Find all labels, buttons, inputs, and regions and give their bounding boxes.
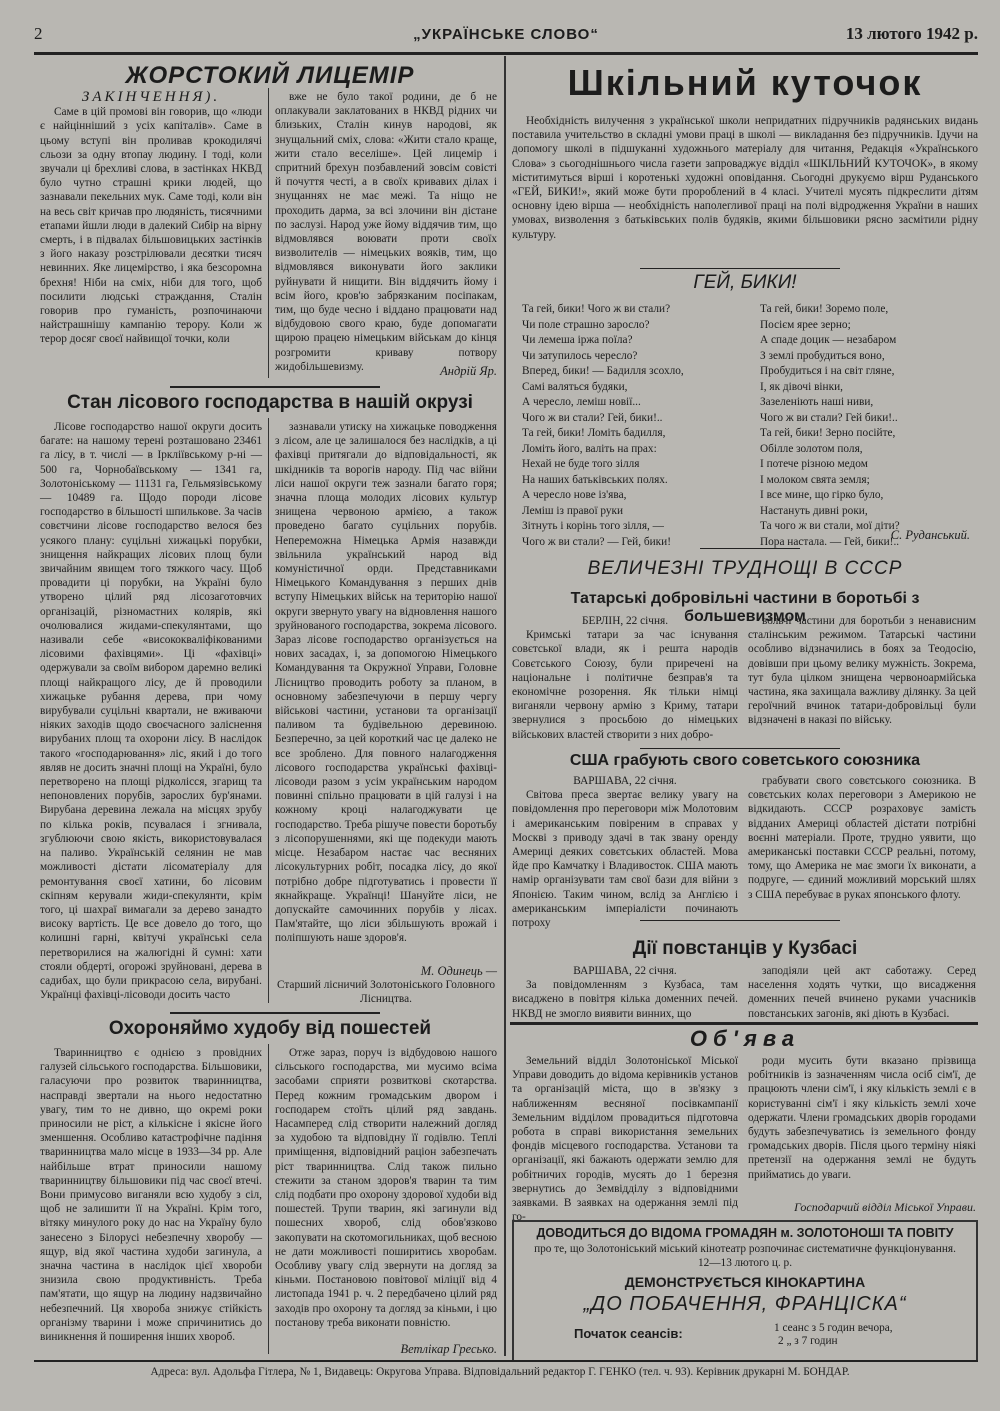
article-text: Тваринництво є однією з провідних галузей сільського господарства. Більшовики, галасуючи про розвиток тваринництва, насправді звертали на нього недостатню увагу, тим то не дивно, що окремі роки приносили не ріст, а кількісне і якісне його зменшення. Особливо катастрофічне падіння тваринництва мало місце в 1933—34 рр. Але найбільше втрат приносили нашому тваринництву більшовики під час своєї втечі. Вони примусово виганяли всю худобу з сіл, щоб не залишити її на Україні. Крім того, вітяку минулого року до нас на Україну було занесено з Білорусі небезпечну хворобу — ящур, від якої частина худоби загинула, а значна частина в наслідок цієї хвороби знизила свою продуктивність. Треба пам'ятати, що ящур на людину надзвичайно небезпечний. Ця хвороба знижує стійкість організму тварини і може спричинитись до виникнення й поширення інших хвороб. (40, 1047, 262, 1344)
news-text: За повідомленням з Кузбаса, там висаджено в повітря кілька доменних печей. НКВД не змогло виявити винних, що (512, 979, 738, 1020)
news-text: Світова преса звертає велику увагу на повідомлення про переговори між Молотовим і американським повіреним в справах у Москві з приводу здачі в так звану оренду Америці деяких совєтських областей. Мова йде про Камчатку і Владивосток. США мають намір організувати там свої бази для війни з Японією. Таким чином, вслід за Англією і американським імперіалісти починають потроху (512, 789, 738, 930)
news-title: США грабують свого советського союзника (569, 752, 921, 769)
announcement-text: роди мусить бути вказано прізвища робітників із зазначенням числа осіб сім'ї, де працюють члени сім'ї, і яку кількість землі є в користуванні сім'ї і яку кількість землі хоче одержати. Члени громадських дворів городами будуть забезпечуватись із земельного фонду громадських дворів. Після цього терміну ніякі претензії на одержання землі не будуть прийматись до уваги. (748, 1055, 976, 1181)
sessions-label: Початок сеансів: (574, 1326, 683, 1341)
section-rule (700, 548, 800, 549)
article-title: ЖОРСТОКИЙ ЛИЦЕМІР (125, 62, 415, 89)
session-2: 2 „ з 7 годин (778, 1335, 838, 1347)
cinema-text: про те, що Золотоніський міський кінотеатр розпочинає систематичне функціонування. 12—13 лютого ц. р. (534, 1243, 956, 1269)
dateline: ВАРШАВА, 22 січня. (573, 775, 677, 787)
sessions-list (774, 1322, 893, 1348)
section-rule (510, 1022, 978, 1025)
news-column (748, 964, 976, 1020)
section-rule (640, 748, 840, 749)
article-forestry (40, 392, 500, 414)
article-subtitle: ЗАКІНЧЕННЯ). (81, 89, 221, 105)
news-column (512, 614, 738, 744)
poem-title: ГЕЙ, БИКИ! (693, 272, 797, 293)
news-banner: ВЕЛИЧЕЗНІ ТРУДНОЩІ В СССР (587, 558, 903, 579)
announcement-title: Об'ява (689, 1026, 801, 1051)
news-text: Кримські татари за час існування совєтської влади, як і решта народів Совєтського Союзу, були приречені на національне і політичне безправ'я та економічне розорення. Як тільки німці виганяли червону армію з Криму, татари звернулися з просьбою до німецьких військових властей створити з них добро- (512, 629, 738, 741)
article-text: зазнавали утиску на хижацьке поводження з лісом, але це залишалося без наслідків, а ці фахівці притягали до відповідальності, як шкідників та ворогів народу. Під час війни ліси нашої округи теж зазнали багато горя; значна площа молодих лісових культур знищена червоною армією, а також проведено багато суцільних порубів. Непереможна Німецька Армія назавжди звільнила український народ від комуністичної орди. Представниками Німецького Командування з перших днів вступу Німецьких військ на територію нашої округи звернуто увагу на відновлення нашого зруйнованого господарства, зокрема лісового. Зараз лісове господарство організується на нових засадах, і, за допомогою Німецького Командування та Окружної Управи, Головне Лісництво проводить роботу за планом, в основному забезпечуючи в першу чергу військові частини, установи та організації паливом та будівельною деревиною. Безперечно, за цей короткий час це далеко не все зроблено. Для повного налагодження лісового господарства українські фахівці-лісоводи разом з усім українським народом повинні спільно працювати в цій галузі і на кожному кроці налагоджувати це господарство. Треба рішуче повести боротьбу з лісопорушеннями, які ще подекуди мають місце. Незабаром настає час весняних лісокультурних робіт, посадка лісу, до якої потрібно добре підготуватись і провести її якнайкраще. Українці! Шануйте ліси, не допускайте самочинних порубів у лісах. Пам'ятайте, що ліси збільшують врожай і поліпшують наше здоров'я. (275, 421, 497, 945)
article-column (275, 420, 497, 960)
poem-left: Та гей, бики! Чого ж ви стали? Чи поле страшно заросло? Чи лемеша іржа поїла? Чи затупилось чересло? Вперед, бики! — Бадилля зсохло, Самі валяться будяки, А чересло, леміш новії... Чого ж ви стали? Гей, бики!.. Та гей, бики! Ломіть бадилля, Ломіть його, валіть на прах: Нехай не буде того зілля На наших батьківських полях. А чересло нове із'ява, Леміш із правої руки Зітнуть і корінь того зілля, — Чого ж ви стали? — Гей, бики! (522, 303, 684, 548)
article-cruel-hypocrite (40, 62, 500, 90)
school-intro (512, 114, 978, 266)
announcement-column (748, 1054, 976, 1194)
poem-right: Та гей, бики! Зоремо поле, Посієм ярее зерно; А спаде доцик — незабаром З землі пробудиться воно, Пробудиться і на світ гляне, І, як дівочі вінки, Зазеленіють наші ниви, Чого ж ви стали? Гей бики!.. Та гей, бики! Зерно посійте, Обілле золотом поля, І потече різною медом І молоком свята земля; І все мине, що гірко було, Настануть дивні роки, Та чого ж ви стали, мої діти? Пора настала. — Гей, бики!.. (760, 303, 900, 548)
cinema-subheading: ДЕМОНСТРУЄТЬСЯ КІНОКАРТИНА (624, 1274, 866, 1290)
news-column (748, 614, 976, 744)
cinema-heading: ДОВОДИТЬСЯ ДО ВІДОМА ГРОМАДЯН м. ЗОЛОТОНОШІ ТА ПОВІТУ (536, 1226, 954, 1240)
news-column (512, 964, 738, 1020)
dateline: БЕРЛІН, 22 січня. (581, 615, 669, 627)
page-number: 2 (34, 24, 43, 43)
column-divider (268, 88, 269, 378)
announcement-text: Земельний відділ Золотоніської Міської Управи доводить до відома керівників установ та організацій міста, що в зв'язку з наближенням весняної посівкампанії Земельним відділом провадиться підготовча робота в справі використання земельних фондів місцевого господарства. Установи та організації, які бажають одержати землю для робітничих городів, мусять до 1 березня звернутись до Земвідділу з відповідними заявками. В заявках на одержання землі під го- (512, 1055, 738, 1224)
section-title: Шкільний куточок (567, 62, 923, 103)
news-title: Татарські добровільні частини в боротьбі з большевизмом (570, 590, 920, 625)
news-text: заподіяли цей акт саботажу. Серед населення ходять чутки, що висадження доменних печей вчинено руками учасників повстанських загонів, які діють в Кузбасі. (748, 965, 976, 1020)
section-rule (170, 386, 380, 388)
article-signature: М. Одинець — (420, 964, 497, 978)
announcement-signature: Господарчий відділ Міської Управи. (794, 1200, 976, 1214)
announcement (510, 1026, 980, 1052)
poem-signature: С. Руданський. (890, 528, 970, 542)
footer-rule (34, 1360, 978, 1362)
section-rule (640, 268, 840, 269)
article-title: Стан лісового господарства в нашій окрузі (67, 392, 473, 413)
dateline: ВАРШАВА, 22 січня. (573, 965, 677, 977)
news-item-usa (510, 752, 980, 770)
news-text: грабувати свого совєтського союзника. В совєтських колах переговори з Америкою не відкидають. СССР розраховує замість відданих Америці областей дістати потрібні воєнні матеріали. Проте, трудно уявити, що американські поставки СССР реальні, потому, тому, що Америка не має змоги їх виконати, а подруге, — єдиний можливий морський шлях з США перебуває в руках японського флоту. (748, 775, 976, 901)
article-title: Охороняймо худобу від пошестей (108, 1018, 432, 1039)
page-header (34, 24, 978, 46)
news-text: вольчі частини для боротьби з ненависним сталінським режимом. Татарські частини особливо відзначились в боях за Теодосію, довівши при цьому велику мужність. Зокрема, тут була цілком знищена червоноармійська частина, яка захищала важливу ділянку. За цей героїчний вчинок татари-добровільці були відзначені в наказі по війську. (748, 615, 976, 727)
article-text: вже не було такої родини, де б не оплакували заклатованих в НКВД рідних чи близьких, Сталін кинув народові, як знущальний сміх, слова: «Жити стало краще, жити стало веселіше». Цей лицемір і спритний брехун позбавлений зовсім совісті й почуття честі, а в своїх кривавих ділах і знущаннях не має межі. Та ніщо не проходить дарма, за всі злочини він дістане по заслузі. Народ уже йому віддячив тим, що відмовлявся воювати проти своїх визволителів — німецьких вояків, тим, що відмовлявся виконувати його заклики руйнувати й нищити. Він віддячить йому і всім його, кров'ю забрязканим посіпакам, тим, що буде чесно і віддано працювати над відбудовою свого краю, буде допомагати щирою працею німецьким військам до кінця розгромити криваву потвору жидобільшевизму. (275, 91, 497, 373)
column-divider (268, 418, 269, 1003)
article-text: Лісове господарство нашої округи досить багате: на нашому терені розташовано 23461 га лісу, в т. числі — в Іркліївському р-ні — 500 га, Чорнобаївському — 1341 га, Золотоніському — 11131 га, Гельмязівському — 10489 га. Щодо породи лісове господарство в більшості шпилькове. За часів совєтчини лісове господарство велося без усякого плану: суцільні хижацькі порубки, знищення найкращих лісових площ були звичайним явищем того тяжкого часу. Щоб провадити ці порубки, на Україні було утворено цілий ряд лісозаготовчих організацій, різномастних колярів, які очолювалися жидами-спекулянтами, що називали себе «висококваліфікованими лісовими фахівцями». Ці «фахівці» одержували за своїм вибором даремно великі площі найкращого лісу, де й проводили хижацьке рубання дерева, при чому вирубували суцільні квартали, не вживаючи ніяких заходів щодо своєчасного заліснення вирубаних площ та охорони лісу. В наслідок такого «господарювання» ліс, який і до того являв не досить значні площі на Україні, було перетворено на площі рідколісся, згарищ та непоновлених порубів, зарослих бур'янами. Вирубана деревина лежала на місцях зрубу по кілька років, псувалася і згнивала, згублюючи свою якість, використовувалася на паливо. Українській селянин не мав можливості дістати лісоматеріалу для ремонтування своєї хатини, бо лісовим скіпням керували жиди-спекулянти, крім того, ці шахраї вимагали за дерево занадто високу вартість. Це все довело до того, що колишні гарні, квітучі українські села перетворилися на жалюгідні й сумні: хати стояли обдерті, огорожі зруйновані, дерева в садибах, що були прикрасою села, вирубані. Українці фахівці-лісоводи досить часто (40, 421, 262, 1002)
header-rule (34, 52, 978, 55)
article-text: Отже зараз, поруч із відбудовою нашого сільського господарства, ми мусимо всіма засобами сприяти розвиткові скотарства. Перед кожним громадським двором і господарем стоїть цілий ряд завдань. Насамперед слід створити належний догляд за худобою та відповідну її годівлю. Теплі приміщення, відповідний раціон забезпечать ріст тваринництва. Слід також пильно стежити за станом здоров'я тварин та тим слід подбати про охорону здорової худоби від пошестей. Трупи тварин, які загинули від пошесних хвороб, слід обов'язково закопувати на скотомогильниках, щоб весною не дати можливості поширитись хворобам. Особливу увагу слід звернути на догляд за кіньми. Постановою повітової міліції від 4 листопада 1941 р. ч. 2 передбачено цілий ряд заходів про охорону та догляд за кіньми, і цю постанову треба виконати повністю. (275, 1047, 497, 1329)
session-1: 1 сеанс з 5 годин вечора, (774, 1322, 893, 1334)
column-divider (268, 1044, 269, 1354)
announcement-column (512, 1054, 738, 1224)
article-column (40, 90, 262, 382)
signature-note: Старший лісничий Золотоніського Головного Лісництва. (276, 979, 496, 1006)
column-divider (504, 56, 506, 1356)
newspaper-name: „УКРАЇНСЬКЕ СЛОВО“ (413, 26, 599, 43)
film-title: „ДО ПОБАЧЕННЯ, ФРАНЦІСКА“ (583, 1293, 907, 1315)
article-column (275, 1046, 497, 1336)
issue-date: 13 лютого 1942 р. (845, 24, 978, 43)
intro-text: Необхідність вилучення з української школи непридатних підручників радянських видань поставила учительство в складні умови праці в школі — викладання без підручників. Ідучи на допомогу школі в підшуканні художнього матеріалу для читання, Редакція «Українського Слова» з сьогоднішнього числа газети запроваджує відділ «ШКІЛЬНИЙ КУТОЧОК», в якому міститимуться вірші і коротенькі художні оповідання. Сьогодні друкуємо вірш Руданського «ГЕЙ, БИКИ!», який може бути пророблений в 4 класі. Учителі мусять підкреслити дітям основну ідею вірша — необхідність наполегливої праці на полі відродження України в наших умовах, визволення з батьківських полів будяків, якими більшовики рясно засмітили рідну культуру. (512, 115, 978, 241)
article-signature: Андрій Яр. (440, 364, 497, 378)
news-item-kuzbas (510, 938, 980, 960)
cinema-ad (512, 1220, 978, 1362)
section-rule (640, 920, 840, 921)
news-column (748, 774, 976, 914)
section-rule (170, 1012, 380, 1014)
news-title: Дії повстанців у Кузбасі (632, 938, 858, 959)
imprint-footer: Адреса: вул. Адольфа Гітлера, № 1, Видавець: Округова Управа. Відповідальний редактор Г. ГЕНКО (тел. ч. 93). Керівник друкарні М. БОНДАР. (150, 1366, 850, 1378)
article-column (40, 1046, 262, 1356)
news-column (512, 774, 738, 930)
school-corner (510, 62, 980, 104)
article-column (40, 420, 262, 1006)
article-livestock (40, 1018, 500, 1040)
article-text: Саме в цій промові він говорив, що «люди є найцінніший з усіх капіталів». Саме в цьому вступі він проливав крокодилячі сльози за одну втопау людину. І тоді, коли звучали ці брехливі слова, в застінках НКВД було чутно страшні крики людей, що зазнавали пекельних мук. Саме тоді, коли він на весь світ кричав про людяність, тисячними етапами йшли люди в далекий Сибір на вірну смерть, і в підвалах більшовицьких застінків з його наказу розстрілювали десятки тисяч невинних. Яке лицемірство, і яка безсоромна брехня! Ніби на сміх, ніби для того, щоб посилити людські страждання, Сталін говорив про гуманість, розпочинаючи найстрашнішу кампанію терору. Коли ж терор досяг своєї найвищої точки, коли (40, 106, 262, 346)
article-signature: Ветлікар Гресько. (400, 1342, 497, 1356)
